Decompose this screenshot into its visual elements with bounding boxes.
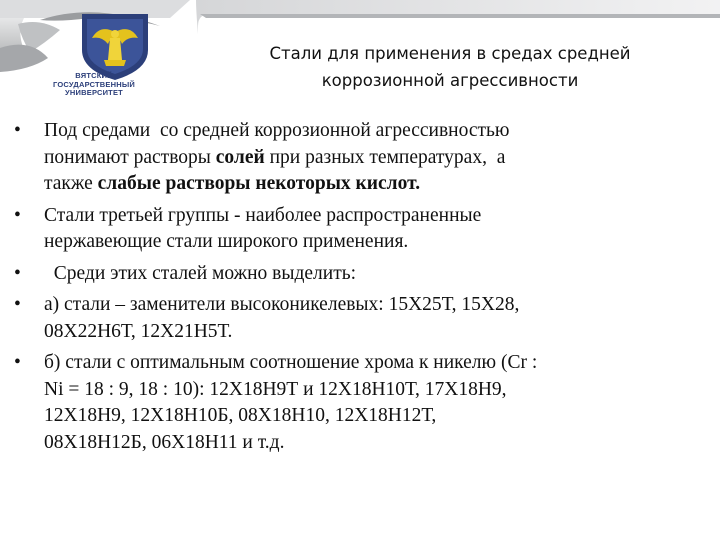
university-name [40, 72, 148, 98]
text-segment: Стали третьей группы - наиболее распространенные [44, 204, 482, 226]
text-segment: Среди этих сталей можно выделить: [44, 262, 357, 284]
university-logo [24, 4, 164, 124]
slide-title [210, 40, 690, 94]
bullet-marker: • [14, 294, 21, 315]
text-segment: 08Х18Н12Б, 06Х18Н11 и т.д. [44, 431, 285, 453]
bullet-line [44, 377, 694, 404]
text-segment: понимают растворы [44, 146, 216, 168]
bullet-line [44, 350, 694, 377]
logo-emblem-base [104, 60, 126, 66]
bold-text: солей [215, 146, 265, 168]
bullet-line [44, 261, 694, 288]
bullet-line [44, 403, 694, 430]
text-segment: б) стали с оптимальным соотношение хрома к никелю (Cr : [44, 352, 538, 373]
bullet-line [44, 430, 694, 457]
bullet-line [44, 145, 694, 172]
bullet-line [44, 171, 694, 198]
bullet-line [44, 292, 694, 319]
bullet-marker: • [14, 262, 21, 284]
bullet-item [14, 261, 694, 288]
text-segment: Под средами со средней коррозионной агрессивностью [44, 120, 510, 141]
bullet-marker: • [14, 352, 21, 373]
university-name-line-2: ГОСУДАРСТВЕННЫЙ [53, 79, 135, 89]
logo-emblem-body [108, 38, 122, 63]
bullet-line [44, 229, 694, 256]
bullet-list [14, 118, 694, 461]
text-segment: Ni = 18 : 9, 18 : 10): 12Х18Н9Т и 12Х18Н10Т, 17Х18Н9, [44, 378, 507, 400]
bullet-line [44, 118, 694, 145]
bullet-item [14, 350, 694, 456]
banner-right-band-edge [200, 14, 720, 18]
bullet-marker: • [14, 120, 21, 141]
logo-emblem-head [111, 30, 119, 38]
university-name-line-1: ВЯТСКИЙ [75, 71, 113, 80]
university-name-line-3: УНИВЕРСИТЕТ [65, 88, 123, 97]
bullet-marker: • [14, 204, 21, 226]
bullet-line [44, 319, 694, 346]
slide-title-line-1: Стали для применения в средах средней [269, 44, 631, 63]
slide-title-line-2: коррозионной агрессивности [321, 71, 579, 90]
text-segment: 12Х18Н9, 12Х18Н10Б, 08Х18Н10, 12Х18Н12Т, [44, 405, 437, 426]
text-segment: а) стали – заменители высоконикелевых: 15Х25Т, 15Х28, [44, 294, 520, 315]
text-segment: нержавеющие стали широкого применения. [44, 231, 409, 252]
text-segment: при разных температурах, а [264, 146, 506, 168]
bullet-item [14, 118, 694, 198]
bullet-item [14, 203, 694, 256]
bullet-line [44, 203, 694, 230]
text-segment: 08Х22Н6Т, 12Х21Н5Т. [44, 320, 233, 342]
bullet-item [14, 292, 694, 345]
bold-text: слабые растворы некоторых кислот. [97, 173, 421, 194]
text-segment: также [44, 173, 98, 194]
